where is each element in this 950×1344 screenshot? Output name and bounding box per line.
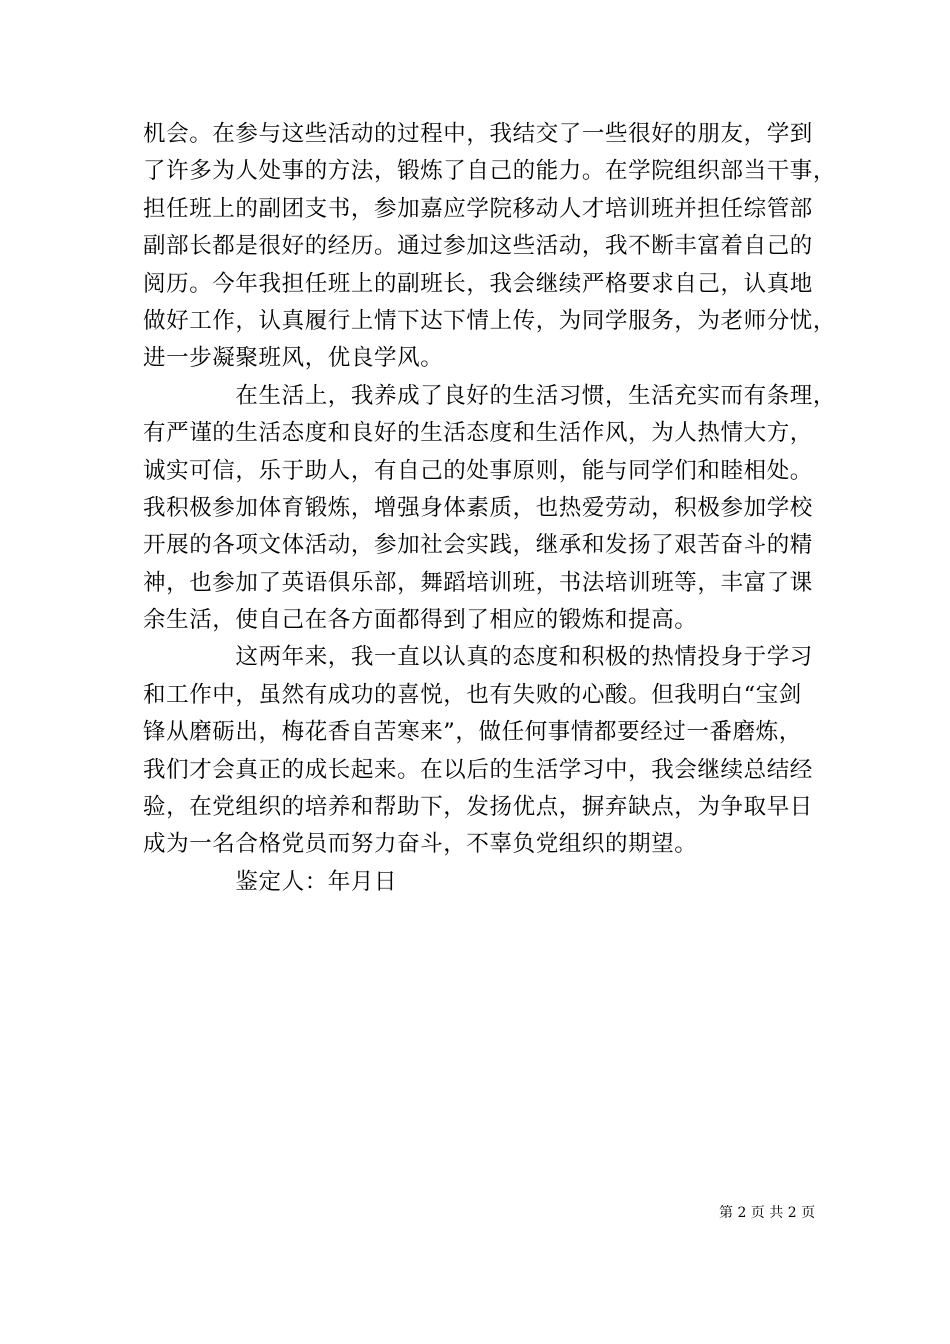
text-line: 阅历。今年我担任班上的副班长，我会继续严格要求自己，认真地 xyxy=(143,270,813,297)
text-line: 锋从磨砺出，梅花香自苦寒来”，做任何事情都要经过一番磨炼， xyxy=(143,719,802,746)
text-line: 在生活上，我养成了良好的生活习惯，生活充实而有条理， xyxy=(143,382,837,409)
text-line: 余生活，使自己在各方面都得到了相应的锻炼和提高。 xyxy=(143,607,698,634)
text-line: 有严谨的生活态度和良好的生活态度和生活作风，为人热情大方， xyxy=(143,420,813,447)
text-line: 诚实可信，乐于助人，有自己的处事原则，能与同学们和睦相处。 xyxy=(143,457,813,484)
text-line: 进一步凝聚班风，优良学风。 xyxy=(143,345,444,372)
text-line: 和工作中，虽然有成功的喜悦，也有失败的心酸。但我明白“宝剑 xyxy=(143,681,802,708)
text-line: 我积极参加体育锻炼，增强身体素质，也热爱劳动，积极参加学校 xyxy=(143,494,813,521)
signature-line: 鉴定人：年月日 xyxy=(143,868,398,895)
text-line: 我们才会真正的成长起来。在以后的生活学习中，我会继续总结经 xyxy=(143,756,813,783)
text-line: 这两年来，我一直以认真的态度和积极的热情投身于学习 xyxy=(143,644,813,671)
text-line: 了许多为人处事的方法，锻炼了自己的能力。在学院组织部当干事， xyxy=(143,158,837,185)
text-line: 成为一名合格党员而努力奋斗，不辜负党组织的期望。 xyxy=(143,831,698,858)
text-line: 验，在党组织的培养和帮助下，发扬优点，摒弃缺点，为争取早日 xyxy=(143,794,813,821)
text-line: 开展的各项文体活动，参加社会实践，继承和发扬了艰苦奋斗的精 xyxy=(143,532,813,559)
text-line: 神，也参加了英语俱乐部，舞蹈培训班，书法培训班等，丰富了课 xyxy=(143,569,813,596)
text-line: 做好工作，认真履行上情下达下情上传，为同学服务，为老师分忧， xyxy=(143,307,837,334)
text-line: 担任班上的副团支书，参加嘉应学院移动人才培训班并担任综管部 xyxy=(143,195,813,222)
text-line: 机会。在参与这些活动的过程中，我结交了一些很好的朋友，学到 xyxy=(143,121,813,147)
body-text xyxy=(143,116,837,901)
text-line: 副部长都是很好的经历。通过参加这些活动，我不断丰富着自己的 xyxy=(143,233,813,260)
page-number-footer: 第 2 页 共 2 页 xyxy=(719,1205,816,1221)
